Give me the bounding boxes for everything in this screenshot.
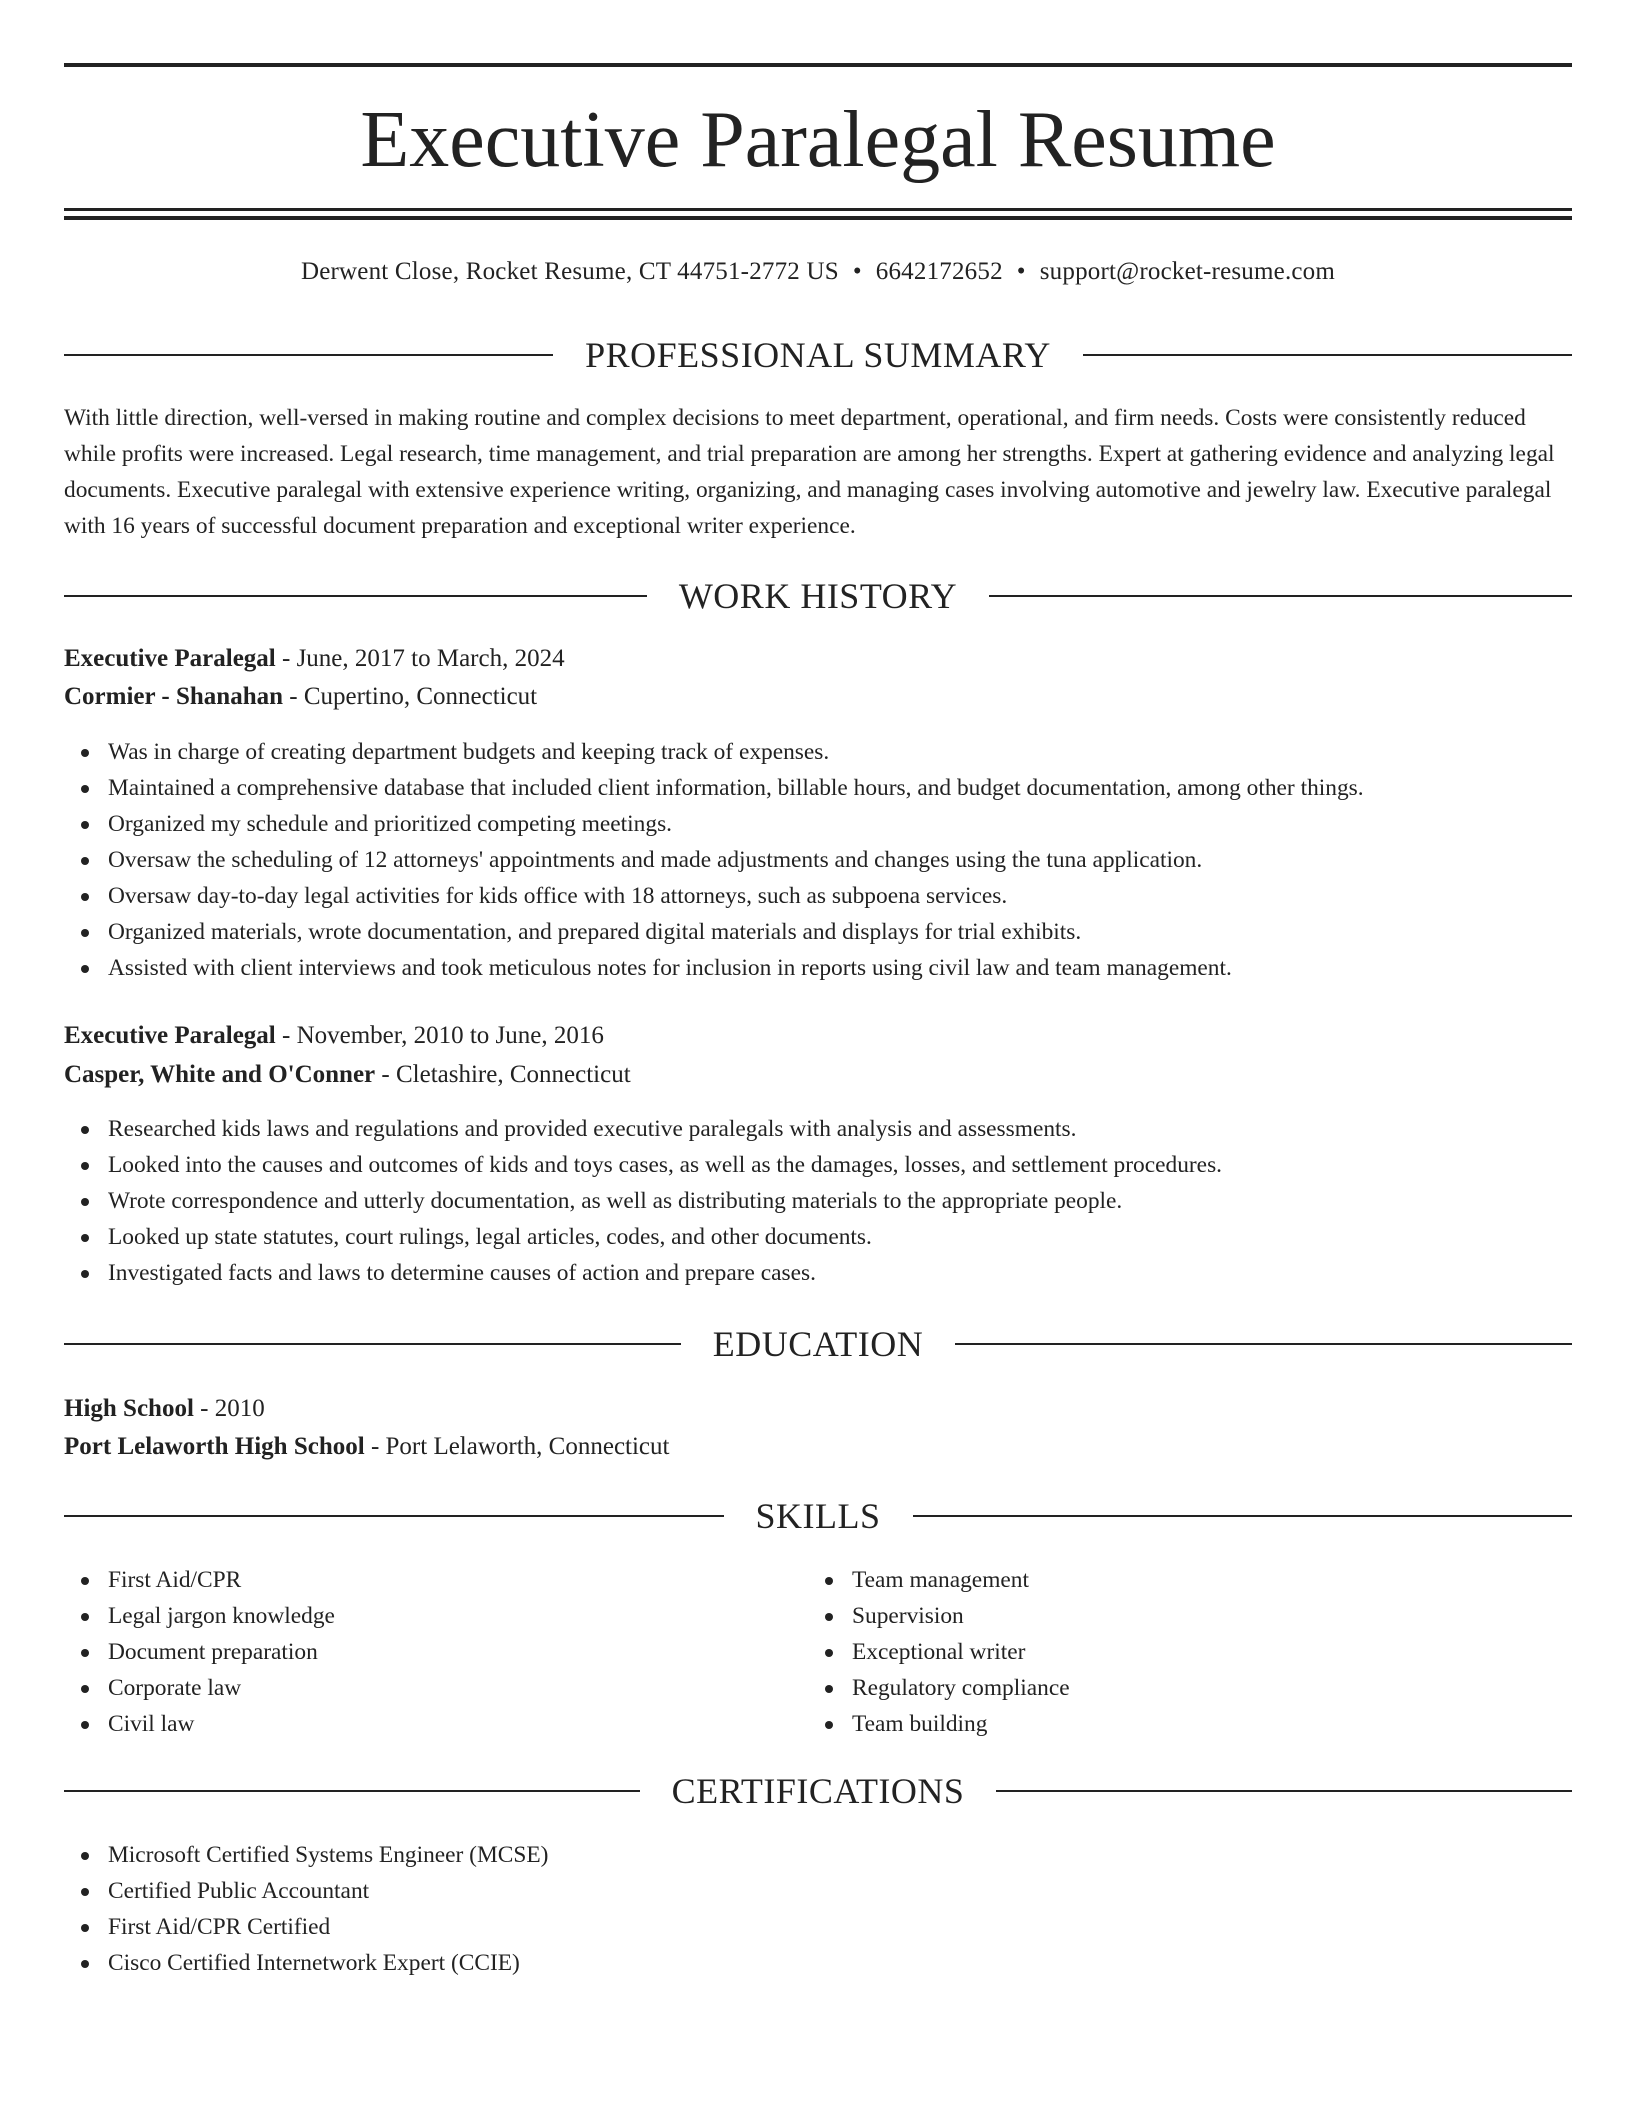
job-bullets	[64, 734, 1572, 986]
education-degree-line	[64, 1391, 1572, 1427]
list-item: Investigated facts and laws to determine causes of action and prepare cases.	[64, 1255, 1572, 1291]
certifications-list	[64, 1837, 1572, 1981]
job-company-line	[64, 679, 1572, 715]
section-header-certifications	[64, 1769, 1572, 1813]
skill-item: Civil law	[64, 1706, 1572, 1742]
contact-separator: •	[852, 258, 862, 285]
job-title: Executive Paralegal	[64, 1022, 276, 1049]
skill-item: Team management	[808, 1562, 1632, 1598]
top-rule	[64, 63, 1572, 67]
section-title: PROFESSIONAL SUMMARY	[585, 335, 1051, 375]
skill-item: Regulatory compliance	[808, 1670, 1632, 1706]
section-rule	[64, 595, 647, 597]
section-title: SKILLS	[755, 1496, 881, 1536]
job-dates: - November, 2010 to June, 2016	[275, 1022, 604, 1049]
section-rule	[955, 1343, 1572, 1345]
education-year: - 2010	[193, 1395, 265, 1422]
list-item: Wrote correspondence and utterly documentation, as well as distributing materials to the appropriate people.	[64, 1183, 1572, 1219]
job-location: - Cupertino, Connecticut	[283, 683, 538, 710]
job-company: Casper, White and O'Conner	[64, 1061, 376, 1088]
section-header-education	[64, 1322, 1572, 1366]
section-title: EDUCATION	[712, 1324, 924, 1364]
job-company: Cormier - Shanahan	[64, 683, 284, 710]
section-rule	[989, 595, 1572, 597]
contact-phone: 6642172652	[875, 258, 1003, 285]
skills-list-right	[808, 1562, 1632, 1742]
section-title: CERTIFICATIONS	[671, 1771, 965, 1811]
section-rule	[996, 1790, 1572, 1792]
job-location: - Cletashire, Connecticut	[375, 1061, 631, 1088]
education-school: Port Lelaworth High School	[64, 1433, 365, 1460]
section-header-work	[64, 574, 1572, 618]
education-degree: High School	[64, 1395, 194, 1422]
certification-item: First Aid/CPR Certified	[64, 1909, 1572, 1945]
contact-line	[64, 254, 1572, 290]
list-item: Maintained a comprehensive database that included client information, billable hours, and budget documentation, among other things.	[64, 770, 1572, 806]
contact-separator: •	[1016, 258, 1026, 285]
resume-title: Executive Paralegal Resume	[360, 96, 1276, 184]
list-item: Oversaw the scheduling of 12 attorneys' appointments and made adjustments and changes using the tuna application.	[64, 842, 1572, 878]
education-school-line	[64, 1429, 1572, 1465]
job-bullets	[64, 1111, 1572, 1291]
skill-item: First Aid/CPR	[64, 1562, 1572, 1598]
contact-address: Derwent Close, Rocket Resume, CT 44751-2772 US	[300, 258, 839, 285]
section-rule	[1083, 354, 1572, 356]
job-company-line	[64, 1057, 1572, 1093]
education-location: - Port Lelaworth, Connecticut	[364, 1433, 670, 1460]
title-double-rule	[64, 208, 1572, 220]
section-rule	[64, 1790, 640, 1792]
list-item: Looked up state statutes, court rulings, legal articles, codes, and other documents.	[64, 1219, 1572, 1255]
contact-email: support@rocket-resume.com	[1039, 258, 1336, 285]
certification-item: Certified Public Accountant	[64, 1873, 1572, 1909]
section-rule	[913, 1515, 1573, 1517]
section-header-skills	[64, 1494, 1572, 1538]
skill-item: Team building	[808, 1706, 1632, 1742]
skill-item: Document preparation	[64, 1634, 1572, 1670]
skill-item: Supervision	[808, 1598, 1632, 1634]
list-item: Looked into the causes and outcomes of kids and toys cases, as well as the damages, losses, and settlement procedures.	[64, 1147, 1572, 1183]
job-title-line	[64, 641, 1572, 677]
list-item: Researched kids laws and regulations and provided executive paralegals with analysis and assessments.	[64, 1111, 1572, 1147]
section-header-summary	[64, 333, 1572, 377]
list-item: Organized materials, wrote documentation, and prepared digital materials and displays for trial exhibits.	[64, 914, 1572, 950]
job-title-line	[64, 1018, 1572, 1054]
section-rule	[64, 1515, 724, 1517]
certification-item: Cisco Certified Internetwork Expert (CCIE)	[64, 1945, 1572, 1981]
section-rule	[64, 354, 553, 356]
list-item: Assisted with client interviews and took meticulous notes for inclusion in reports using civil law and team management.	[64, 950, 1572, 986]
list-item: Was in charge of creating department budgets and keeping track of expenses.	[64, 734, 1572, 770]
section-rule	[64, 1343, 681, 1345]
job-title: Executive Paralegal	[64, 645, 276, 672]
job-dates: - June, 2017 to March, 2024	[275, 645, 565, 672]
skill-item: Corporate law	[64, 1670, 1572, 1706]
skill-item: Exceptional writer	[808, 1634, 1632, 1670]
certification-item: Microsoft Certified Systems Engineer (MCSE)	[64, 1837, 1572, 1873]
list-item: Organized my schedule and prioritized competing meetings.	[64, 806, 1572, 842]
list-item: Oversaw day-to-day legal activities for kids office with 18 attorneys, such as subpoena services.	[64, 878, 1572, 914]
section-title: WORK HISTORY	[678, 576, 958, 616]
skill-item: Legal jargon knowledge	[64, 1598, 1572, 1634]
summary-paragraph: With little direction, well-versed in making routine and complex decisions to meet department, operational, and firm needs. Costs were consistently reduced while profits were increased. Legal research, time management, and trial preparation are among her strengths. Expert at gathering evidence and analyzing legal documents. Executive paralegal with extensive experience writing, organizing, and managing cases involving automotive and jewelry law. Executive paralegal with 16 years of successful document preparation and exceptional writer experience.	[64, 405, 1555, 539]
